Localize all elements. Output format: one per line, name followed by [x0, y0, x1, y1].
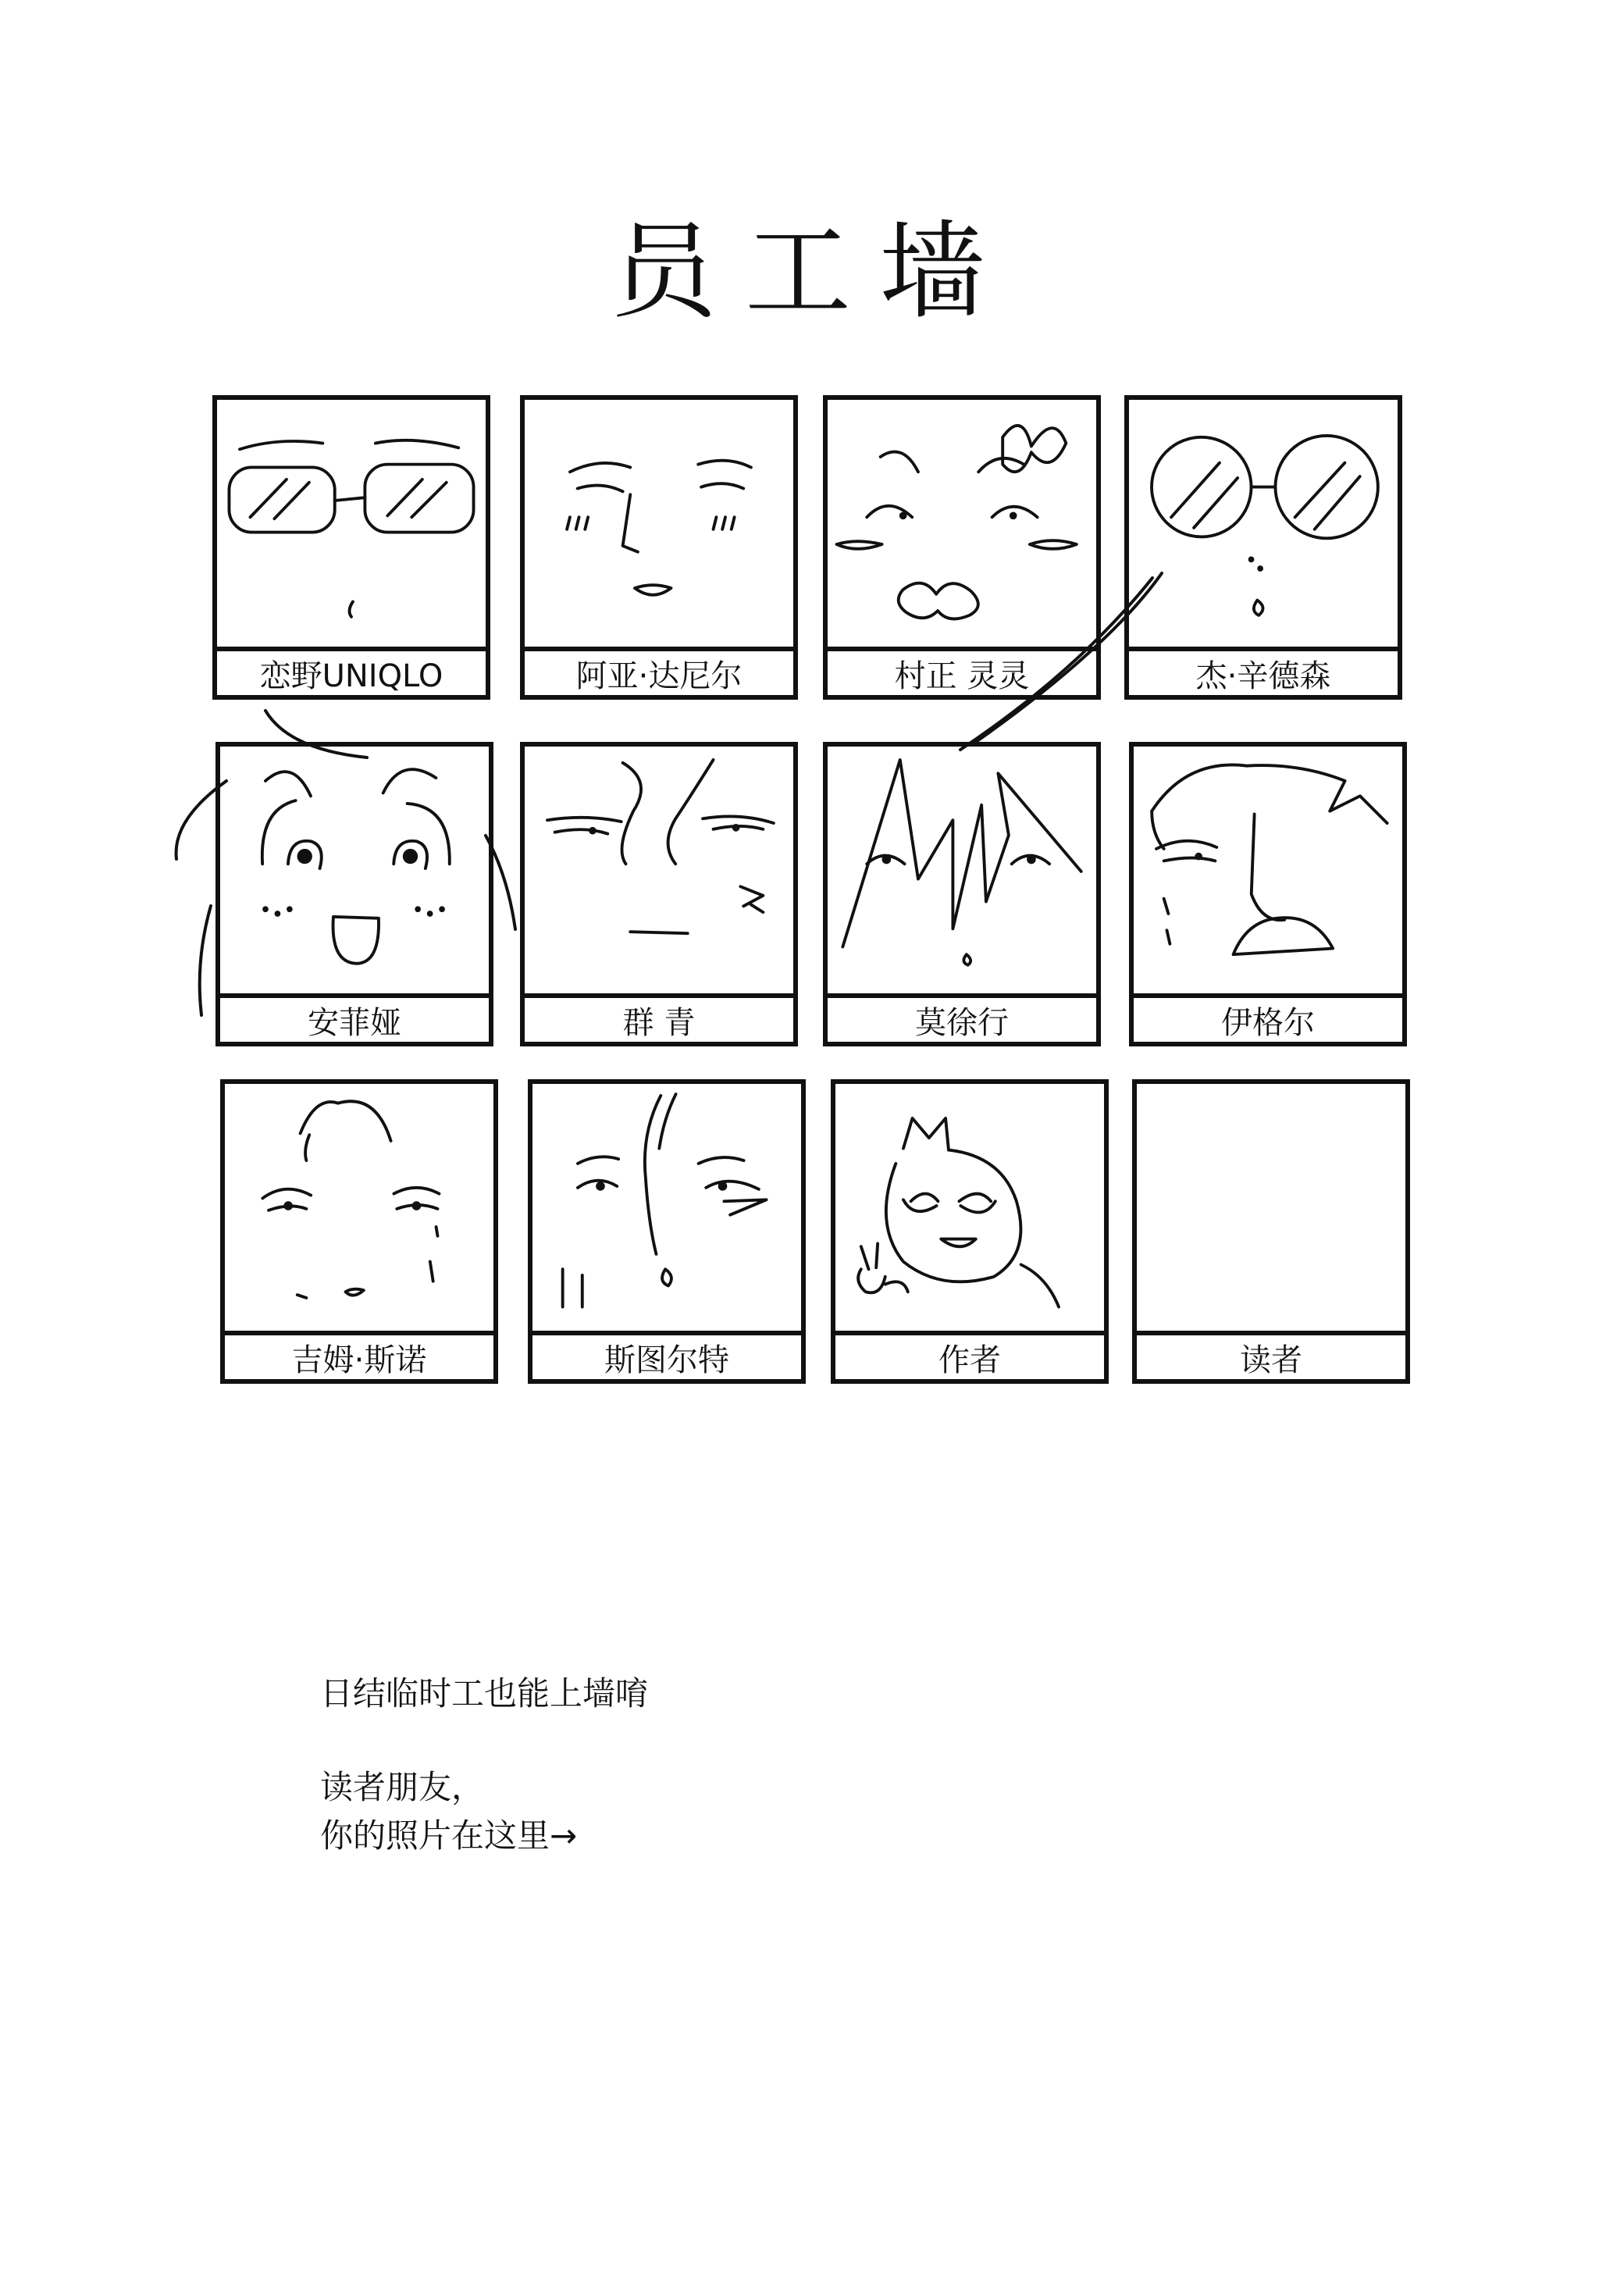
portrait-spiky-hair [828, 747, 1096, 993]
name-plate: 伊格尔 [1134, 993, 1402, 1042]
portrait-happy-girl [220, 747, 489, 993]
page-title: 员工墙 [611, 211, 1013, 334]
name-plate: 杰·辛德森 [1129, 647, 1398, 695]
staff-card [520, 395, 798, 700]
portrait-smirking-man [525, 747, 793, 993]
staff-card [831, 1079, 1109, 1384]
name-plate: 吉姆·斯诺 [225, 1331, 493, 1379]
staff-card [520, 742, 798, 1046]
portrait-author-cat [835, 1084, 1104, 1331]
name-plate: 村正 灵灵 [828, 647, 1096, 695]
portrait-smiling-man [525, 400, 793, 647]
portrait-bow-girl [828, 400, 1096, 647]
name-plate: 恋野UNIQLO [217, 647, 486, 695]
caption-your-photo: 你的照片在这里→ [320, 1816, 578, 1855]
empty-photo-area [1137, 1084, 1405, 1331]
portrait-sunglasses [217, 400, 486, 647]
portrait-round-glasses [1129, 400, 1398, 647]
reader-photo-slot [1132, 1079, 1410, 1384]
staff-card [823, 742, 1101, 1046]
staff-card [220, 1079, 498, 1384]
staff-card [215, 742, 493, 1046]
name-plate: 群 青 [525, 993, 793, 1042]
portrait-mustache-man [1134, 747, 1402, 993]
name-plate: 莫徐行 [828, 993, 1096, 1042]
staff-card [1129, 742, 1407, 1046]
name-plate: 安菲娅 [220, 993, 489, 1042]
portrait-young-man [225, 1084, 493, 1331]
staff-card [1124, 395, 1402, 700]
name-plate: 作者 [835, 1331, 1104, 1379]
caption-temp-workers: 日结临时工也能上墙唷 [320, 1674, 649, 1713]
staff-card [823, 395, 1101, 700]
name-plate: 读者 [1137, 1331, 1405, 1379]
name-plate: 阿亚·达尼尔 [525, 647, 793, 695]
staff-card [528, 1079, 806, 1384]
caption-reader-friends: 读者朋友， [320, 1768, 485, 1806]
staff-card [212, 395, 490, 700]
name-plate: 斯图尔特 [532, 1331, 801, 1379]
portrait-long-hair [532, 1084, 801, 1331]
